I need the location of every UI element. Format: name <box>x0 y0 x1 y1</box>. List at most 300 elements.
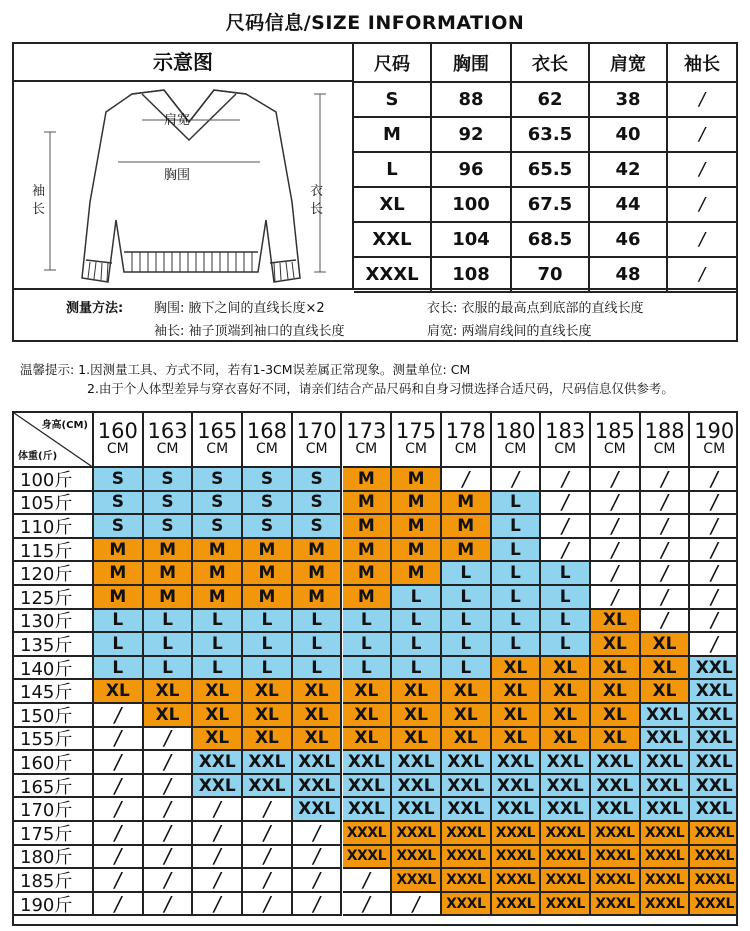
size-chart-cell: XL <box>392 704 442 728</box>
size-chart-cell: XL <box>591 728 641 752</box>
size-chart-cell: L <box>293 610 343 634</box>
size-chart-cell: XXXL <box>641 846 691 870</box>
size-chart-cell: L <box>144 657 194 681</box>
size-chart-cell: / <box>641 539 691 563</box>
size-chart-cell: L <box>492 492 542 516</box>
size-chart-cell: / <box>641 610 691 634</box>
height-header <box>442 413 492 468</box>
size-chart-cell: XL <box>193 680 243 704</box>
size-chart-cell: L <box>243 610 293 634</box>
height-value: 188 <box>644 418 685 443</box>
size-chart-cell: / <box>144 869 194 893</box>
height-unit: CM <box>305 440 328 457</box>
size-chart-cell: M <box>94 562 144 586</box>
height-unit: CM <box>156 440 179 457</box>
size-chart-cell: L <box>243 657 293 681</box>
size-chart-cell: L <box>442 562 492 586</box>
size-chart-cell: / <box>591 515 641 539</box>
size-chart-cell: XXL <box>641 704 691 728</box>
height-header <box>293 413 343 468</box>
size-chart-cell: / <box>193 893 243 917</box>
size-chart-cell: M <box>392 539 442 563</box>
weight-header: 160斤 <box>14 751 94 775</box>
weight-header: 145斤 <box>14 680 94 704</box>
size-chart-cell: S <box>94 492 144 516</box>
height-header <box>392 413 442 468</box>
size-cell: XXL <box>354 222 431 257</box>
size-chart-cell: M <box>343 515 393 539</box>
height-unit: CM <box>554 440 577 457</box>
size-cell: / <box>667 222 736 257</box>
size-table-row <box>354 257 736 292</box>
size-chart-cell: L <box>492 610 542 634</box>
size-chart-cell: M <box>392 515 442 539</box>
size-chart-cell: / <box>193 869 243 893</box>
size-chart-cell: XXL <box>690 704 738 728</box>
height-unit: CM <box>256 440 278 457</box>
size-chart-cell: / <box>144 728 194 752</box>
size-chart-cell: XXXL <box>690 822 738 846</box>
size-chart-cell: XXXL <box>442 869 492 893</box>
size-chart-cell: XXXL <box>492 893 542 917</box>
size-cell: / <box>667 187 736 222</box>
size-table-header <box>354 44 736 82</box>
size-info-box <box>12 42 738 342</box>
height-value: 185 <box>594 418 635 443</box>
size-chart-cell: XXL <box>243 775 293 799</box>
height-value: 163 <box>147 418 188 443</box>
size-chart-cell: / <box>591 586 641 610</box>
size-chart-cell: / <box>690 468 738 492</box>
size-chart-cell: S <box>144 515 194 539</box>
size-chart-cell: XXXL <box>541 822 591 846</box>
size-chart-cell: / <box>641 468 691 492</box>
size-chart-cell: M <box>193 586 243 610</box>
label-chest: 胸围 <box>164 168 191 183</box>
size-chart-cell: / <box>492 468 542 492</box>
size-cell: XL <box>354 187 431 222</box>
weight-header: 155斤 <box>14 728 94 752</box>
size-chart-cell: XXL <box>293 798 343 822</box>
height-header <box>541 413 591 468</box>
height-unit: CM <box>206 440 229 457</box>
height-value: 180 <box>495 418 536 443</box>
size-cell: 46 <box>589 222 667 257</box>
size-chart-cell: XXXL <box>541 869 591 893</box>
size-chart-cell: / <box>193 822 243 846</box>
size-chart-cell: XXXL <box>690 869 738 893</box>
weight-header: 140斤 <box>14 657 94 681</box>
size-chart-cell: XL <box>591 704 641 728</box>
size-recommendation-chart <box>12 411 738 926</box>
size-chart-cell: XXL <box>492 798 542 822</box>
size-chart-cell: XL <box>293 728 343 752</box>
size-chart-cell: L <box>293 633 343 657</box>
label-sleeve-1: 袖 <box>32 184 46 199</box>
size-chart-cell: XL <box>641 633 691 657</box>
size-chart-cell: XL <box>343 728 393 752</box>
height-unit: CM <box>703 440 726 457</box>
size-chart-cell: XL <box>392 728 442 752</box>
size-cell: 104 <box>431 222 511 257</box>
size-chart-cell: M <box>392 468 442 492</box>
size-cell: M <box>354 117 431 152</box>
weight-header: 110斤 <box>14 515 94 539</box>
size-chart-cell: L <box>442 586 492 610</box>
size-chart-cell: XXL <box>193 751 243 775</box>
size-chart-cell: XXL <box>690 751 738 775</box>
size-chart-cell: S <box>94 515 144 539</box>
size-chart-cell: S <box>144 468 194 492</box>
tip-line-1: 温馨提示: 1.因测量工具、方式不同，若有1-3CM误差属正常现象。测量单位: CM <box>20 362 471 377</box>
size-chart-cell: / <box>641 515 691 539</box>
size-chart-cell: M <box>442 539 492 563</box>
size-chart-cell: XL <box>243 728 293 752</box>
size-chart-cell: / <box>243 893 293 917</box>
size-chart-cell: S <box>94 468 144 492</box>
size-chart-cell: XL <box>392 680 442 704</box>
size-chart-cell: M <box>144 562 194 586</box>
measure-method <box>14 288 736 342</box>
size-chart-cell: M <box>343 562 393 586</box>
size-chart-cell: / <box>591 562 641 586</box>
size-cell: 48 <box>589 257 667 292</box>
size-table-row <box>354 117 736 152</box>
height-value: 165 <box>197 418 238 443</box>
size-chart-cell: / <box>641 492 691 516</box>
size-cell: 68.5 <box>511 222 589 257</box>
tips <box>20 360 674 398</box>
page-title: 尺码信息/SIZE INFORMATION <box>225 12 525 34</box>
size-chart-cell: XL <box>641 680 691 704</box>
size-chart-cell: XXXL <box>492 869 542 893</box>
weight-header: 170斤 <box>14 798 94 822</box>
size-chart-cell: / <box>541 515 591 539</box>
size-header-cell: 衣长 <box>511 44 589 82</box>
size-chart-cell: / <box>442 468 492 492</box>
size-chart-cell: M <box>144 586 194 610</box>
size-chart-cell: XXL <box>492 751 542 775</box>
size-chart-cell: XXL <box>541 751 591 775</box>
size-chart-cell: XXL <box>343 751 393 775</box>
chart-corner <box>14 413 94 468</box>
size-chart-cell: M <box>343 492 393 516</box>
size-header-cell: 袖长 <box>667 44 736 82</box>
sweater-diagram <box>14 82 354 288</box>
size-cell: 44 <box>589 187 667 222</box>
size-chart-cell: S <box>293 515 343 539</box>
height-header <box>193 413 243 468</box>
size-chart-cell: / <box>591 492 641 516</box>
size-chart-cell: / <box>541 492 591 516</box>
size-chart-cell: / <box>690 610 738 634</box>
size-chart-cell: XXL <box>591 775 641 799</box>
size-chart-cell: XXXL <box>690 893 738 917</box>
size-chart-cell: / <box>94 704 144 728</box>
size-chart-cell: XL <box>343 704 393 728</box>
height-unit: CM <box>603 440 626 457</box>
size-chart-cell: XXL <box>492 775 542 799</box>
size-chart-cell: / <box>541 539 591 563</box>
size-chart-cell: XXXL <box>442 846 492 870</box>
size-cell: / <box>667 152 736 187</box>
size-chart-cell: XXXL <box>392 846 442 870</box>
size-chart-cell: / <box>690 586 738 610</box>
size-header-cell: 肩宽 <box>589 44 667 82</box>
size-chart-cell: XXXL <box>591 869 641 893</box>
size-chart-cell: M <box>293 539 343 563</box>
size-chart-cell: XXL <box>541 798 591 822</box>
size-chart-cell: L <box>442 633 492 657</box>
weight-header: 185斤 <box>14 869 94 893</box>
height-header <box>343 413 393 468</box>
label-sleeve-2: 长 <box>32 202 46 217</box>
height-value: 170 <box>296 418 337 443</box>
size-chart-cell: L <box>541 586 591 610</box>
label-shoulder: 肩宽 <box>164 113 191 128</box>
size-chart-cell: XXL <box>442 798 492 822</box>
size-chart-cell: XXXL <box>641 822 691 846</box>
size-chart-cell: S <box>243 515 293 539</box>
size-chart-cell: / <box>392 893 442 917</box>
size-chart-cell: / <box>641 586 691 610</box>
size-chart-cell: / <box>144 846 194 870</box>
size-chart-cell: M <box>442 492 492 516</box>
label-length-1: 衣 <box>310 184 324 199</box>
size-chart-cell: / <box>591 539 641 563</box>
size-chart-cell: XL <box>243 704 293 728</box>
size-chart-cell: M <box>94 539 144 563</box>
size-chart-cell: XXL <box>343 775 393 799</box>
weight-header: 135斤 <box>14 633 94 657</box>
size-chart-cell: XL <box>243 680 293 704</box>
size-chart-cell: XXL <box>541 775 591 799</box>
size-chart-cell: XXL <box>293 775 343 799</box>
size-table-row <box>354 222 736 257</box>
size-chart-cell: S <box>243 468 293 492</box>
height-header <box>641 413 691 468</box>
size-chart-cell: XXXL <box>690 846 738 870</box>
size-chart-cell: M <box>243 586 293 610</box>
weight-header: 175斤 <box>14 822 94 846</box>
height-unit: CM <box>405 440 427 457</box>
size-cell: 88 <box>431 82 511 117</box>
weight-header: 165斤 <box>14 775 94 799</box>
size-chart-cell: XXL <box>442 751 492 775</box>
size-chart-cell: M <box>193 539 243 563</box>
size-chart-cell: M <box>343 539 393 563</box>
measure-label: 测量方法: <box>66 301 124 316</box>
size-chart-cell: / <box>690 492 738 516</box>
size-chart-cell: / <box>690 633 738 657</box>
size-chart-cell: XXXL <box>591 822 641 846</box>
size-cell: 92 <box>431 117 511 152</box>
size-chart-cell: XL <box>293 680 343 704</box>
diagram-header: 示意图 <box>14 44 354 82</box>
size-chart-cell: S <box>293 468 343 492</box>
size-chart-cell: L <box>442 610 492 634</box>
size-chart-cell: L <box>293 657 343 681</box>
size-chart-cell: / <box>690 539 738 563</box>
size-chart-cell: XL <box>541 680 591 704</box>
size-chart-cell: XXL <box>690 798 738 822</box>
size-chart-cell: L <box>94 657 144 681</box>
size-chart-cell: L <box>442 657 492 681</box>
size-chart-cell: / <box>293 893 343 917</box>
corner-weight-label: 体重(斤) <box>18 451 58 462</box>
size-chart-cell: XL <box>591 610 641 634</box>
size-chart-cell: XL <box>541 728 591 752</box>
size-chart-cell: XXXL <box>442 822 492 846</box>
size-chart-cell: XXL <box>343 798 393 822</box>
size-chart-cell: / <box>94 869 144 893</box>
size-chart-cell: / <box>343 869 393 893</box>
size-chart-cell: / <box>94 775 144 799</box>
height-unit: CM <box>106 440 129 457</box>
height-value: 160 <box>97 418 138 443</box>
size-chart-cell: XXL <box>591 798 641 822</box>
size-chart-cell: XXXL <box>492 846 542 870</box>
size-chart-cell: L <box>343 610 393 634</box>
size-chart-cell: M <box>392 562 442 586</box>
size-chart-cell: L <box>343 657 393 681</box>
size-chart-cell: XXXL <box>343 822 393 846</box>
size-cell: / <box>667 82 736 117</box>
size-chart-cell: XL <box>442 728 492 752</box>
size-chart-cell: / <box>144 822 194 846</box>
size-chart-cell: XL <box>144 704 194 728</box>
size-cell: 108 <box>431 257 511 292</box>
size-chart-cell: L <box>541 610 591 634</box>
size-chart-cell: / <box>243 869 293 893</box>
size-chart-cell: L <box>243 633 293 657</box>
size-chart-cell: XXL <box>641 775 691 799</box>
size-chart-cell: M <box>94 586 144 610</box>
size-chart-cell: / <box>94 728 144 752</box>
height-value: 183 <box>545 418 586 443</box>
size-chart-cell: S <box>193 468 243 492</box>
size-cell: 70 <box>511 257 589 292</box>
tip-line-2: 2.由于个人体型差异与穿衣喜好不同，请亲们结合产品尺码和自身习惯选择合适尺码，尺码信息仅供参考。 <box>87 381 674 396</box>
size-chart-cell: XXL <box>293 751 343 775</box>
size-chart-cell: XXXL <box>541 893 591 917</box>
height-value: 178 <box>445 418 486 443</box>
size-chart-cell: XXL <box>641 751 691 775</box>
size-cell: 65.5 <box>511 152 589 187</box>
size-chart-cell: XXL <box>442 775 492 799</box>
height-header <box>243 413 293 468</box>
size-chart-cell: L <box>541 562 591 586</box>
size-table-row <box>354 82 736 117</box>
size-chart-cell: / <box>343 893 393 917</box>
size-chart-cell: XL <box>94 680 144 704</box>
size-chart-cell: L <box>392 610 442 634</box>
size-chart-cell: XXXL <box>392 822 442 846</box>
size-chart-cell: XL <box>492 680 542 704</box>
size-chart-cell: L <box>541 633 591 657</box>
weight-header: 120斤 <box>14 562 94 586</box>
weight-header: 150斤 <box>14 704 94 728</box>
size-chart-cell: / <box>193 798 243 822</box>
size-chart-cell: M <box>144 539 194 563</box>
size-chart-cell: / <box>144 751 194 775</box>
size-cell: 63.5 <box>511 117 589 152</box>
size-chart-cell: L <box>492 562 542 586</box>
size-chart-cell: M <box>243 539 293 563</box>
size-chart-cell: L <box>492 515 542 539</box>
weight-header: 125斤 <box>14 586 94 610</box>
size-chart-cell: XL <box>293 704 343 728</box>
size-chart-cell: / <box>94 798 144 822</box>
size-header-cell: 胸围 <box>431 44 511 82</box>
size-table-row <box>354 152 736 187</box>
size-chart-cell: / <box>641 562 691 586</box>
measure-length: 衣长: 衣服的最高点到底部的直线长度 <box>427 301 644 316</box>
size-chart-cell: M <box>293 562 343 586</box>
size-chart-cell: L <box>392 633 442 657</box>
size-chart-cell: / <box>144 893 194 917</box>
weight-header: 190斤 <box>14 893 94 917</box>
size-chart-cell: S <box>293 492 343 516</box>
size-cell: 38 <box>589 82 667 117</box>
size-chart-cell: XXL <box>690 775 738 799</box>
height-value: 175 <box>395 418 437 443</box>
weight-header: 130斤 <box>14 610 94 634</box>
size-chart-cell: XXXL <box>492 822 542 846</box>
label-length-2: 长 <box>310 202 324 217</box>
size-chart-cell: / <box>94 822 144 846</box>
size-chart-cell: XXL <box>690 657 738 681</box>
weight-header: 115斤 <box>14 539 94 563</box>
size-chart-cell: XL <box>193 704 243 728</box>
size-chart-cell: / <box>94 846 144 870</box>
size-chart-cell: L <box>193 633 243 657</box>
size-chart-cell: / <box>243 822 293 846</box>
size-chart-cell: S <box>144 492 194 516</box>
size-cell: 40 <box>589 117 667 152</box>
size-chart-cell: XL <box>193 728 243 752</box>
size-chart-cell: XL <box>144 680 194 704</box>
weight-header: 105斤 <box>14 492 94 516</box>
size-cell: / <box>667 257 736 292</box>
height-unit: CM <box>355 440 378 457</box>
size-chart-cell: / <box>541 468 591 492</box>
size-chart-cell: L <box>193 657 243 681</box>
size-chart-cell: XXL <box>690 728 738 752</box>
height-unit: CM <box>504 440 527 457</box>
size-chart-cell: XL <box>591 657 641 681</box>
size-chart-cell: XL <box>591 633 641 657</box>
size-chart-cell: XXL <box>243 751 293 775</box>
size-cell: 100 <box>431 187 511 222</box>
size-chart-cell: XXL <box>641 728 691 752</box>
size-chart-cell: S <box>243 492 293 516</box>
size-chart-cell: S <box>193 515 243 539</box>
size-cell: 42 <box>589 152 667 187</box>
size-chart-cell: / <box>144 775 194 799</box>
size-chart-cell: XL <box>492 728 542 752</box>
measure-sleeve: 袖长: 袖子顶端到袖口的直线长度 <box>154 324 345 339</box>
size-chart-cell: / <box>690 515 738 539</box>
size-chart-cell: S <box>193 492 243 516</box>
size-chart-cell: XL <box>343 680 393 704</box>
size-chart-cell: / <box>144 798 194 822</box>
size-chart-cell: XL <box>492 704 542 728</box>
size-chart-cell: M <box>343 586 393 610</box>
size-chart-cell: L <box>392 657 442 681</box>
size-chart-cell: XXXL <box>392 869 442 893</box>
size-chart-cell: / <box>293 822 343 846</box>
